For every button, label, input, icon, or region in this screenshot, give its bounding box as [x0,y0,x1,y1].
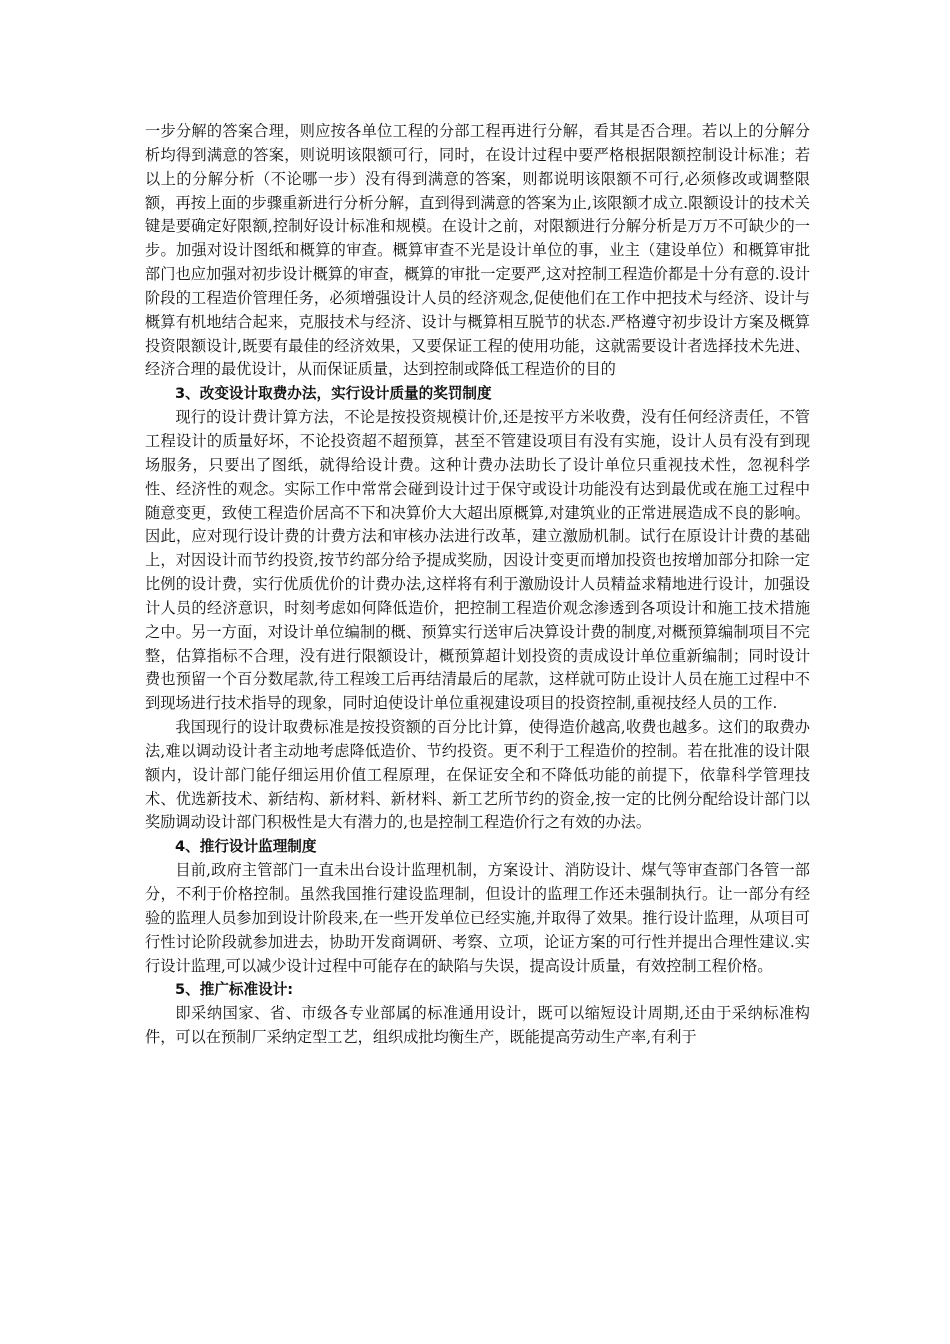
paragraph-design-supervision: 目前,政府主管部门一直未出台设计监理机制，方案设计、消防设计、煤气等审查部门各管一部分，不利于价格控制。虽然我国推行建设监理制，但设计的监理工作还未强制执行。让一部分有经验的监理人员参加到设计阶段来,在一些开发单位已经实施,并取得了效果。推行设计监理，从项目可行性讨论阶段就参加进去，协助开发商调研、考察、立项，论证方案的可行性并提出合理性建议.实行设计监理,可以减少设计过程中可能存在的缺陷与失误，提高设计质量，有效控制工程价格。 [145,861,810,975]
paragraph-standard-design: 即采纳国家、省、市级各专业部属的标准通用设计，既可以缩短设计周期,还由于采纳标准构件，可以在预制厂采纳定型工艺，组织成批均衡生产，既能提高劳动生产率,有利于 [145,1004,810,1047]
document-page [145,120,810,1050]
heading-design-fee-reform: 3、改变设计取费办法，实行设计质量的奖罚制度 [175,385,492,403]
heading-standard-design: 5、推广标准设计: [175,981,294,999]
heading-design-supervision: 4、推行设计监理制度 [175,838,317,856]
paragraph-fee-standard: 我国现行的设计取费标准是按投资额的百分比计算，使得造价越高,收费也越多。这们的取费办法,难以调动设计者主动地考虑降低造价、节约投资。更不利于工程造价的控制。若在批准的设计限额内，设计部门能仔细运用价值工程原理，在保证安全和不降低功能的前提下，依靠科学管理技术、优选新技术、新结构、新材料、新材料、新工艺所节约的资金,按一定的比例分配给设计部门以奖励调动设计部门积极性是大有潜力的,也是控制工程造价行之有效的办法。 [145,718,810,832]
paragraph-limit-design: 一步分解的答案合理，则应按各单位工程的分部工程再进行分解，看其是否合理。若以上的分解分析均得到满意的答案，则说明该限额可行，同时，在设计过程中要严格根据限额控制设计标准；若以上的分解分析（不论哪一步）没有得到满意的答案，则都说明该限额不可行,必须修改或调整限额，再按上面的步骤重新进行分析分解，直到得到满意的答案为止,该限额才成立.限额设计的技术关键是要确定好限额,控制好设计标准和规模。在设计之前，对限额进行分解分析是万万不可缺少的一步。加强对设计图纸和概算的审查。概算审查不光是设计单位的事，业主（建设单位）和概算审批部门也应加强对初步设计概算的审查，概算的审批一定要严,这对控制工程造价都是十分有意的.设计阶段的工程造价管理任务，必须增强设计人员的经济观念,促使他们在工作中把技术与经济、设计与概算有机地结合起来，克服技术与经济、设计与概算相互脱节的状态.严格遵守初步设计方案及概算投资限额设计,既要有最佳的经济效果，又要保证工程的使用功能，这就需要设计者选择技术先进、经济合理的最优设计，从而保证质量，达到控制或降低工程造价的目的 [145,122,810,379]
paragraph-current-fee-method: 现行的设计费计算方法，不论是按投资规模计价,还是按平方米收费，没有任何经济责任，不管工程设计的质量好坏，不论投资超不超预算，甚至不管建设项目有没有实施，设计人员有没有到现场服务，只要出了图纸，就得给设计费。这种计费办法助长了设计单位只重视技术性，忽视科学性、经济性的观念。实际工作中常常会碰到设计过于保守或设计功能没有达到最优或在施工过程中随意变更，致使工程造价居高不下和决算价大大超出原概算,对建筑业的正常进展造成不良的影响。因此，应对现行设计费的计费方法和审核办法进行改革，建立激励机制。试行在原设计计费的基础上，对因设计而节约投资,按节约部分给予提成奖励，因设计变更而增加投资也按增加部分扣除一定比例的设计费，实行优质优价的计费办法,这样将有利于激励设计人员精益求精地进行设计，加强设计人员的经济意识，时刻考虑如何降低造价，把控制工程造价观念渗透到各项设计和施工技术措施之中。另一方面，对设计单位编制的概、预算实行送审后决算设计费的制度,对概预算编制项目不完整，估算指标不合理，没有进行限额设计，概预算超计划投资的责成设计单位重新编制；同时设计费也预留一个百分数尾款,待工程竣工后再结清最后的尾款，这样就可防止设计人员在施工过程中不到现场进行技术指导的现象，同时迫使设计单位重视建设项目的投资控制,重视技经人员的工作. [145,408,810,713]
